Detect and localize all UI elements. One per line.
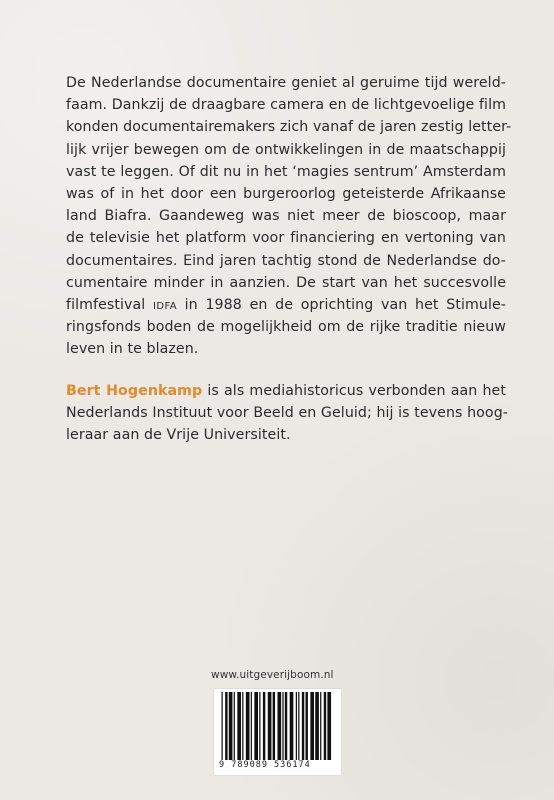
description-line: lijk vrijer bewegen om de ontwikkelingen in de maatschappij [66, 141, 506, 158]
description-line: cumentaire minder in aanzien. De start van het succesvolle [66, 274, 506, 291]
description-line: land Biafra. Gaandeweg was niet meer de bioscoop, maar [66, 208, 506, 225]
description-line-start: filmfestival [66, 297, 154, 314]
barcode-bar [259, 692, 260, 760]
barcode-bar [327, 692, 331, 760]
barcode-bar [320, 692, 321, 760]
isbn-number: 9 789089 536174 [219, 760, 311, 770]
barcode-bar [290, 692, 294, 760]
author-name: Bert Hogenkamp [66, 382, 203, 399]
description-line: De Nederlandse documentaire geniet al geruime tijd wereld- [66, 75, 506, 91]
description-line: vast te leggen. Of dit nu in het ‘magies sentrum’ Amsterdam [66, 163, 506, 180]
barcode-bar [246, 692, 250, 760]
barcode-bar [251, 692, 252, 760]
idfa-label: idfa [153, 297, 177, 314]
author-bio-line [66, 380, 506, 402]
barcode-bar [302, 692, 304, 760]
barcode-bar [315, 692, 319, 760]
barcode-bar [242, 692, 243, 760]
description-line: documentaires. Eind jaren tachtig stond de Nederlandse do- [66, 252, 506, 269]
barcode-bar [234, 692, 235, 760]
barcode-bar [296, 692, 297, 760]
barcode-bar [263, 692, 265, 760]
barcode-bar [282, 692, 283, 760]
barcode-bar [298, 692, 299, 760]
barcode-bar [229, 692, 233, 760]
barcode-bar [273, 692, 275, 760]
barcode-bar [268, 692, 272, 760]
description-line: de televisie het platform voor financiering en vertoning van [66, 230, 506, 247]
barcode-bar [310, 692, 314, 760]
barcode-bar [225, 692, 227, 760]
barcode-panel [214, 689, 341, 775]
description-line: ringsfonds boden de mogelijkheid om de rijke traditie nieuw [66, 319, 506, 336]
barcode-bar [222, 692, 223, 760]
description-line: was of in het door een burgeroorlog geteisterde Afrikaanse [66, 186, 506, 203]
description-line-last: leven in te blazen. [66, 341, 199, 358]
barcode-bar [324, 692, 326, 760]
author-bio-line-last: leraar aan de Vrije Universiteit. [66, 427, 291, 444]
barcode-bar [285, 692, 287, 760]
paragraph-gap [66, 361, 506, 380]
barcode-bar [254, 692, 258, 760]
description-line: konden documentairemakers zich vanaf de jaren zestig letter- [66, 119, 512, 136]
description-line-with-idfa [66, 294, 506, 316]
barcode-bar [306, 692, 308, 760]
author-bio-line-rest: is als mediahistoricus verbonden aan het [202, 382, 506, 399]
description-text-block [66, 72, 512, 446]
author-bio-line: Nederlands Instituut voor Beeld en Geluid; hij is tevens hoog- [66, 404, 508, 421]
description-line-end: in 1988 en de oprichting van het Stimule- [176, 297, 506, 314]
barcode-bar [278, 692, 282, 760]
description-line: faam. Dankzij de draagbare camera en de lichtgevoelige film [66, 97, 506, 114]
barcode-bar [237, 692, 241, 760]
isbn-barcode [218, 692, 337, 760]
publisher-website: www.uitgeverijboom.nl [211, 669, 334, 681]
